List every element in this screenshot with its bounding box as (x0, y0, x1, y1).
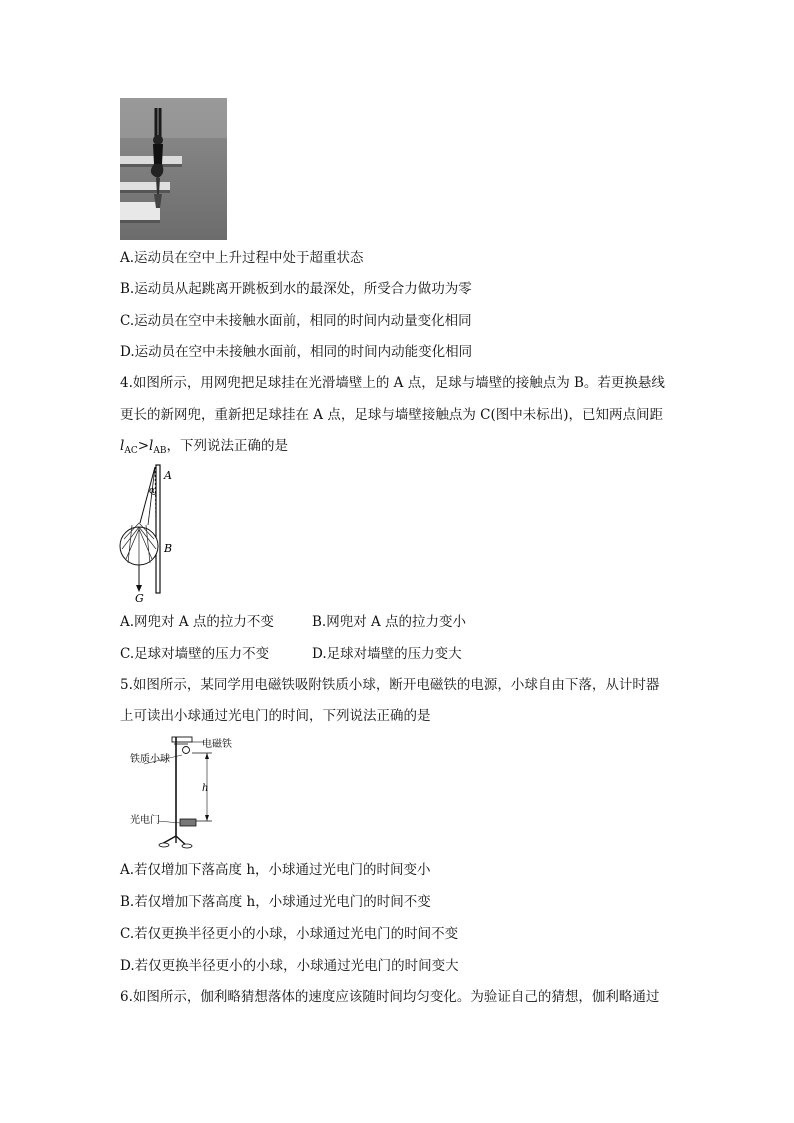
label-photogate: 光电门 (130, 815, 160, 826)
label-electromagnet: 电磁铁 (202, 739, 232, 750)
q5-stem-line2: 上可读出小球通过光电门的时间，下列说法正确的是 (120, 708, 431, 724)
diver-photo (120, 98, 227, 240)
label-iron-ball: 铁质小球 (130, 754, 170, 765)
q5-option-a: A.若仅增加下落高度 h，小球通过光电门的时间变小 (120, 862, 431, 878)
q4-option-d: D.足球对墙壁的压力变大 (312, 646, 462, 662)
q4-gt: > (137, 438, 150, 454)
q4-sub-ab: AB (153, 446, 167, 456)
q4-stem-line3 (120, 436, 288, 461)
q6-stem-line1: 6.如图所示，伽利略猜想落体的速度应该随时间均匀变化。为验证自己的猜想，伽利略通过 (120, 989, 660, 1005)
q5-option-b: B.若仅增加下落高度 h，小球通过光电门的时间不变 (120, 894, 431, 910)
q4-option-b: B.网兜对 A 点的拉力变小 (312, 614, 467, 630)
q4-stem-line2: 更长的新网兜，重新把足球挂在 A 点，足球与墙壁接触点为 C(图中未标出)，已知两点间距 (120, 407, 663, 423)
q4-stem-rest: ，下列说法正确的是 (166, 438, 288, 454)
q4-stem-line1: 4.如图所示，用网兜把足球挂在光滑墙壁上的 A 点，足球与墙壁的接触点为 B。若更换悬线 (120, 375, 665, 391)
q4-sub-ac: AC (124, 446, 138, 456)
label-h: h (202, 783, 209, 794)
label-b: B (164, 542, 173, 555)
q3-option-c: C.运动员在空中未接触水面前，相同的时间内动量变化相同 (120, 313, 472, 329)
ball-net-figure (118, 463, 188, 603)
q4-l-symbol-2: l (149, 438, 154, 454)
label-g: G (135, 592, 144, 603)
q3-option-b: B.运动员从起跳离开跳板到水的最深处，所受合力做功为零 (120, 281, 472, 297)
q3-option-d: D.运动员在空中未接触水面前，相同的时间内动能变化相同 (120, 344, 473, 360)
q3-option-a: A.运动员在空中上升过程中处于超重状态 (120, 250, 364, 266)
q4-l-symbol: l (120, 438, 125, 454)
q5-stem-line1: 5.如图所示，某同学用电磁铁吸附铁质小球，断开电磁铁的电源，小球自由下落，从计时器 (120, 677, 660, 693)
q4-option-c: C.足球对墙壁的压力不变 (120, 646, 270, 662)
photogate-figure (130, 733, 250, 851)
label-alpha: α (149, 486, 156, 496)
label-a: A (164, 469, 172, 482)
q4-option-a: A.网兜对 A 点的拉力不变 (120, 614, 274, 630)
q5-option-c: C.若仅更换半径更小的小球，小球通过光电门的时间不变 (120, 926, 459, 942)
q5-option-d: D.若仅更换半径更小的小球，小球通过光电门的时间变大 (120, 958, 459, 974)
